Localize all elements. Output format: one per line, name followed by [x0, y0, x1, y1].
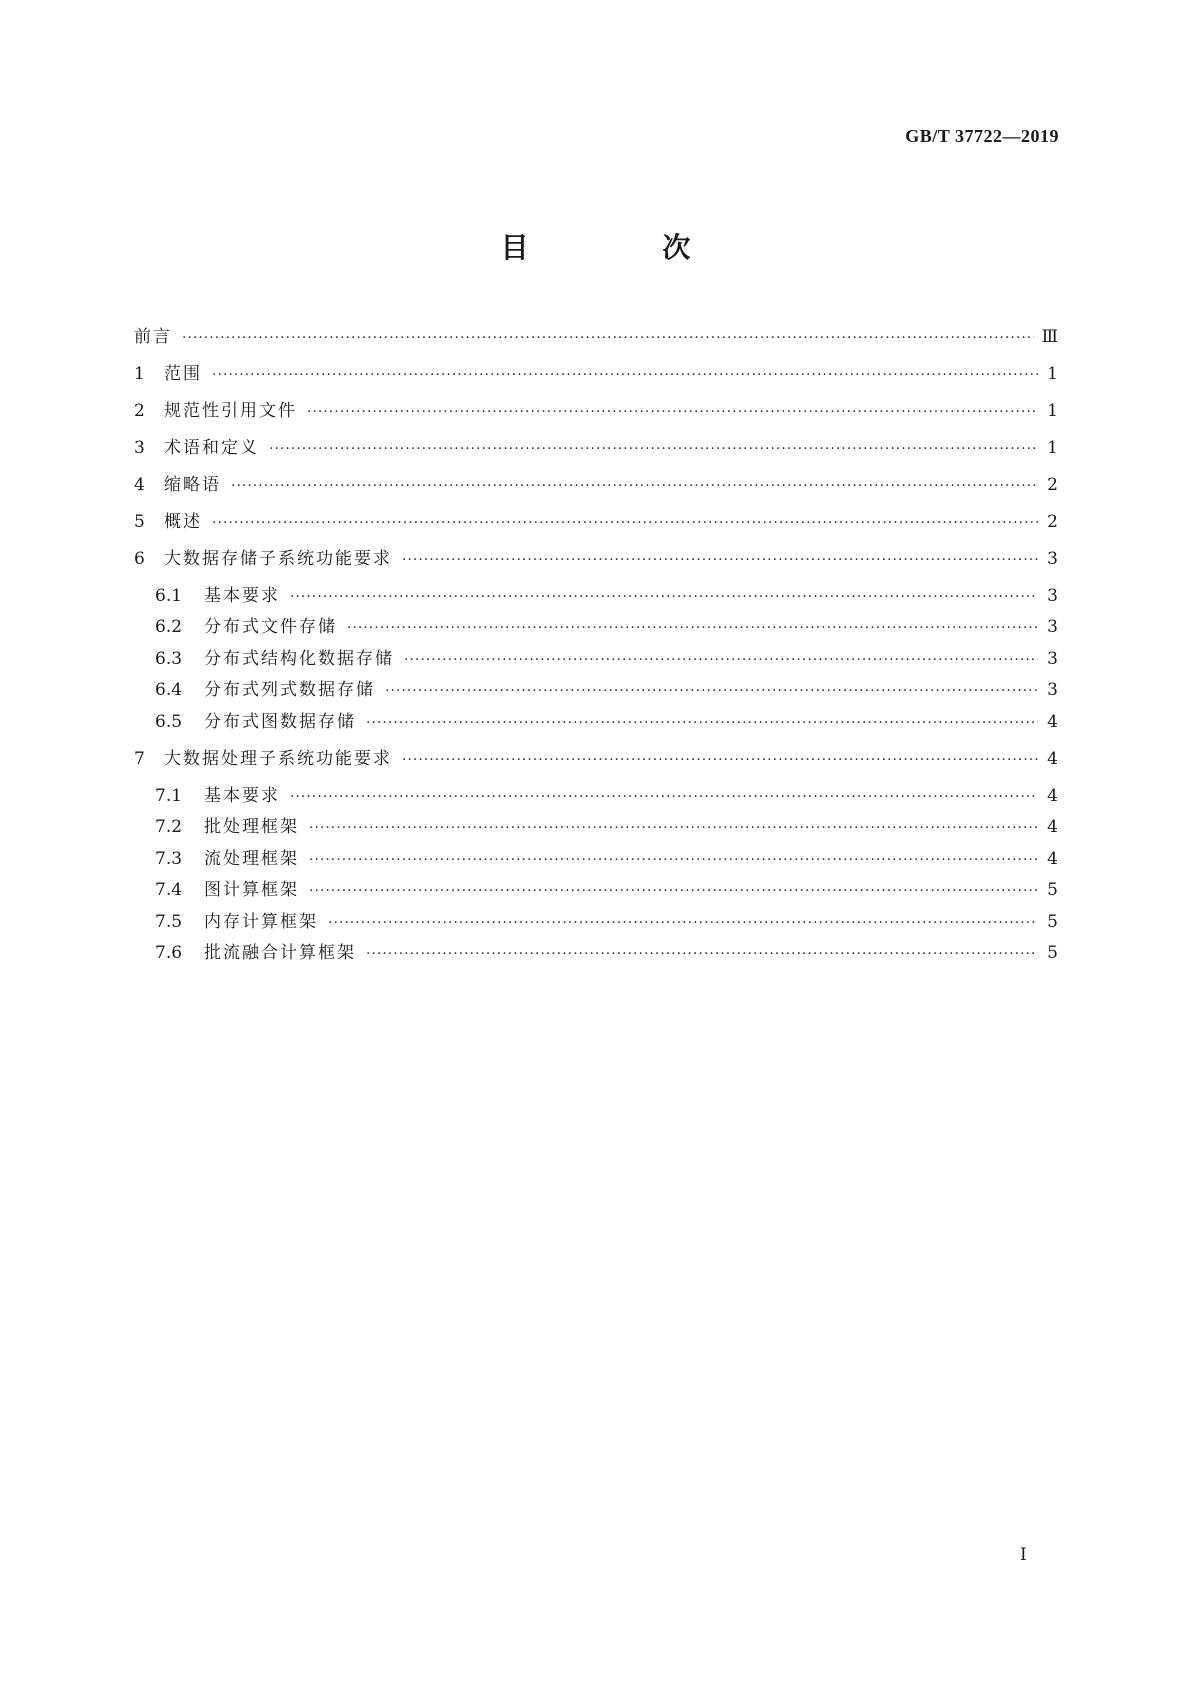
toc-entry-number: 7.3: [155, 848, 183, 869]
toc-entry[interactable]: [134, 581, 1058, 612]
toc-entry[interactable]: [134, 359, 1058, 396]
toc-entry-label: 流处理框架: [204, 848, 299, 869]
toc-entry-page: 5: [1047, 942, 1058, 963]
toc-entry-label: 大数据存储子系统功能要求: [164, 549, 392, 569]
table-of-contents: [134, 322, 1058, 969]
toc-entry-page: 4: [1047, 748, 1058, 769]
toc-dot-leader: [366, 946, 1038, 962]
toc-dot-leader: [307, 404, 1038, 420]
toc-dot-leader: [290, 789, 1038, 805]
toc-dot-leader: [309, 852, 1038, 868]
toc-entry-page: 4: [1047, 817, 1058, 838]
toc-entry[interactable]: [134, 396, 1058, 433]
toc-entry-number: 1: [134, 364, 145, 384]
toc-entry-page: 3: [1047, 648, 1058, 669]
toc-entry-label: 基本要求: [204, 785, 280, 806]
toc-entry[interactable]: [134, 875, 1058, 906]
toc-dot-leader: [347, 620, 1038, 636]
toc-entry-label: 概述: [164, 512, 202, 532]
toc-entry-number: 7.2: [155, 817, 183, 838]
toc-dot-leader: [328, 915, 1038, 931]
toc-dot-leader: [402, 552, 1038, 568]
toc-entry-number: 6.1: [155, 586, 183, 606]
toc-entry-label: 内存计算框架: [204, 911, 318, 932]
toc-entry-number: 6.4: [155, 680, 183, 701]
toc-entry-label: 分布式图数据存储: [204, 711, 356, 732]
toc-entry-page: 3: [1047, 617, 1058, 638]
toc-entry-page: 3: [1047, 680, 1058, 701]
toc-entry-label: 规范性引用文件: [164, 401, 297, 421]
toc-entry[interactable]: [134, 644, 1058, 675]
toc-entry-page: 2: [1047, 512, 1058, 532]
toc-dot-leader: [231, 478, 1038, 494]
toc-dot-leader: [269, 441, 1038, 457]
toc-dot-leader: [182, 330, 1034, 346]
toc-entry[interactable]: [134, 470, 1058, 507]
toc-entry-label: 图计算框架: [204, 880, 299, 901]
toc-entry-number: 7.5: [155, 911, 183, 932]
toc-entry-label: 缩略语: [164, 475, 221, 495]
toc-entry-label: 分布式文件存储: [204, 617, 337, 638]
toc-entry-page: Ⅲ: [1041, 327, 1058, 347]
toc-entry-number: 7: [134, 748, 145, 769]
toc-dot-leader: [290, 589, 1038, 605]
toc-entry-page: 4: [1047, 785, 1058, 806]
toc-entry-number: 6.5: [155, 711, 183, 732]
toc-entry-page: 5: [1047, 911, 1058, 932]
toc-entry-page: 1: [1047, 401, 1058, 421]
toc-entry-number: 6: [134, 549, 145, 569]
toc-entry-page: 4: [1047, 848, 1058, 869]
toc-dot-leader: [404, 652, 1038, 668]
toc-entry[interactable]: [134, 907, 1058, 938]
toc-dot-leader: [402, 752, 1038, 768]
toc-entry-page: 4: [1047, 711, 1058, 732]
toc-entry-label: 前言: [134, 327, 172, 347]
toc-entry-page: 3: [1047, 586, 1058, 606]
toc-entry[interactable]: [134, 675, 1058, 706]
toc-entry-label: 术语和定义: [164, 438, 259, 458]
toc-entry[interactable]: [134, 744, 1058, 781]
toc-entry-number: 4: [134, 475, 145, 495]
toc-entry-label: 分布式列式数据存储: [204, 680, 375, 701]
toc-entry-number: 2: [134, 401, 145, 421]
toc-entry-page: 1: [1047, 364, 1058, 384]
page-title: 目 次: [500, 231, 753, 264]
toc-entry[interactable]: [134, 781, 1058, 812]
toc-dot-leader: [309, 883, 1038, 899]
toc-entry-number: 7.4: [155, 880, 183, 901]
toc-entry-number: 7.6: [155, 942, 183, 963]
toc-entry[interactable]: [134, 544, 1058, 581]
toc-entry-label: 大数据处理子系统功能要求: [164, 748, 392, 769]
toc-entry-page: 5: [1047, 880, 1058, 901]
toc-entry[interactable]: [134, 322, 1058, 359]
page-number: Ⅰ: [1020, 1545, 1027, 1565]
toc-entry-page: 1: [1047, 438, 1058, 458]
toc-entry[interactable]: [134, 507, 1058, 544]
toc-entry-label: 批流融合计算框架: [204, 942, 356, 963]
toc-dot-leader: [212, 515, 1038, 531]
toc-entry-number: 6.3: [155, 648, 183, 669]
toc-entry-label: 分布式结构化数据存储: [204, 648, 394, 669]
toc-entry-number: 7.1: [155, 785, 183, 806]
toc-entry-page: 2: [1047, 475, 1058, 495]
toc-dot-leader: [212, 367, 1038, 383]
toc-entry-label: 基本要求: [204, 586, 280, 606]
toc-dot-leader: [385, 683, 1038, 699]
toc-entry-label: 范围: [164, 364, 202, 384]
toc-entry[interactable]: [134, 612, 1058, 643]
toc-entry-number: 3: [134, 438, 145, 458]
standard-code: GB/T 37722—2019: [905, 126, 1059, 146]
toc-dot-leader: [309, 820, 1038, 836]
toc-dot-leader: [366, 715, 1038, 731]
toc-entry[interactable]: [134, 812, 1058, 843]
toc-entry-number: 6.2: [155, 617, 183, 638]
toc-entry-page: 3: [1047, 549, 1058, 569]
toc-entry-label: 批处理框架: [204, 817, 299, 838]
toc-entry-number: 5: [134, 512, 145, 532]
toc-entry[interactable]: [134, 938, 1058, 969]
toc-entry[interactable]: [134, 707, 1058, 738]
toc-entry[interactable]: [134, 844, 1058, 875]
toc-entry[interactable]: [134, 433, 1058, 470]
